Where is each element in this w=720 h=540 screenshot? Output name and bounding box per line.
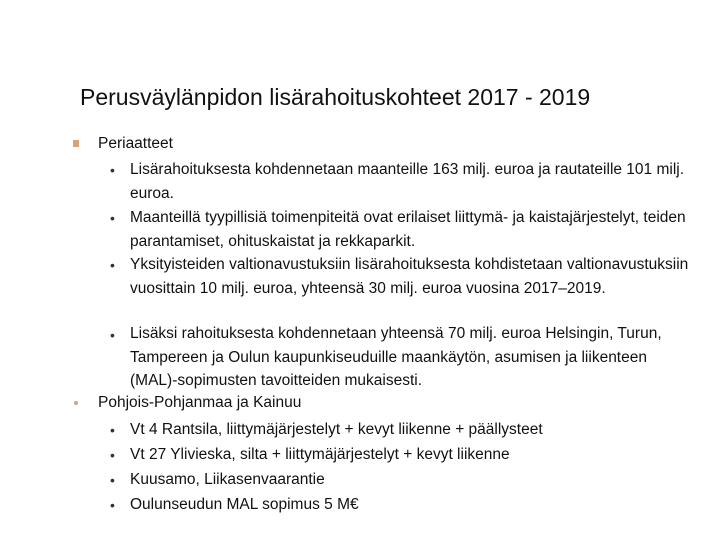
bullet-icon: • xyxy=(110,162,115,178)
list-item: Oulunseudun MAL sopimus 5 M€ xyxy=(130,496,359,513)
bullet-icon: • xyxy=(110,447,115,463)
list-item: Lisäksi rahoituksesta kohdennetaan yhteensä 70 milj. euroa Helsingin, Turun, Tampereen ja Oulun kaupunkiseuduille maankäytön, asumisen ja liikenteen (MAL)-sopimusten tavoitteiden mukaisesti. xyxy=(130,325,662,389)
bullet-icon: • xyxy=(110,327,115,343)
bullet-icon: • xyxy=(110,257,115,273)
bullet-icon: • xyxy=(110,422,115,438)
bullet-icon: • xyxy=(110,497,115,513)
slide-title: Perusväylänpidon lisärahoituskohteet 2017 - 2019 xyxy=(80,84,591,110)
list-item: Vt 4 Rantsila, liittymäjärjestelyt + kevyt liikenne + päällysteet xyxy=(130,421,543,438)
list-item: Kuusamo, Liikasenvaarantie xyxy=(130,471,325,488)
list-item: Lisärahoituksesta kohdennetaan maanteille 163 milj. euroa ja rautateille 101 milj. euroa. xyxy=(130,161,685,202)
dot-bullet-icon xyxy=(74,401,78,405)
section-heading-pohjois-pohjanmaa-ja-kainuu: Pohjois-Pohjanmaa ja Kainuu xyxy=(98,394,302,411)
square-bullet-icon xyxy=(73,140,79,147)
bullet-icon: • xyxy=(110,472,115,488)
list-item: Maanteillä tyypillisiä toimenpiteitä ovat erilaiset liittymä- ja kaistajärjestelyt, teiden parantamiset, ohituskaistat ja rekkaparkit. xyxy=(130,209,686,250)
bullet-icon: • xyxy=(110,210,115,226)
list-item: Yksityisteiden valtionavustuksiin lisärahoituksesta kohdistetaan valtionavustuksiin vuosittain 10 milj. euroa, yhteensä 30 milj. euroa vuosina 2017–2019. xyxy=(130,256,689,297)
list-item: Vt 27 Ylivieska, silta + liittymäjärjestelyt + kevyt liikenne xyxy=(130,446,510,463)
section-heading-periaatteet: Periaatteet xyxy=(98,135,173,152)
